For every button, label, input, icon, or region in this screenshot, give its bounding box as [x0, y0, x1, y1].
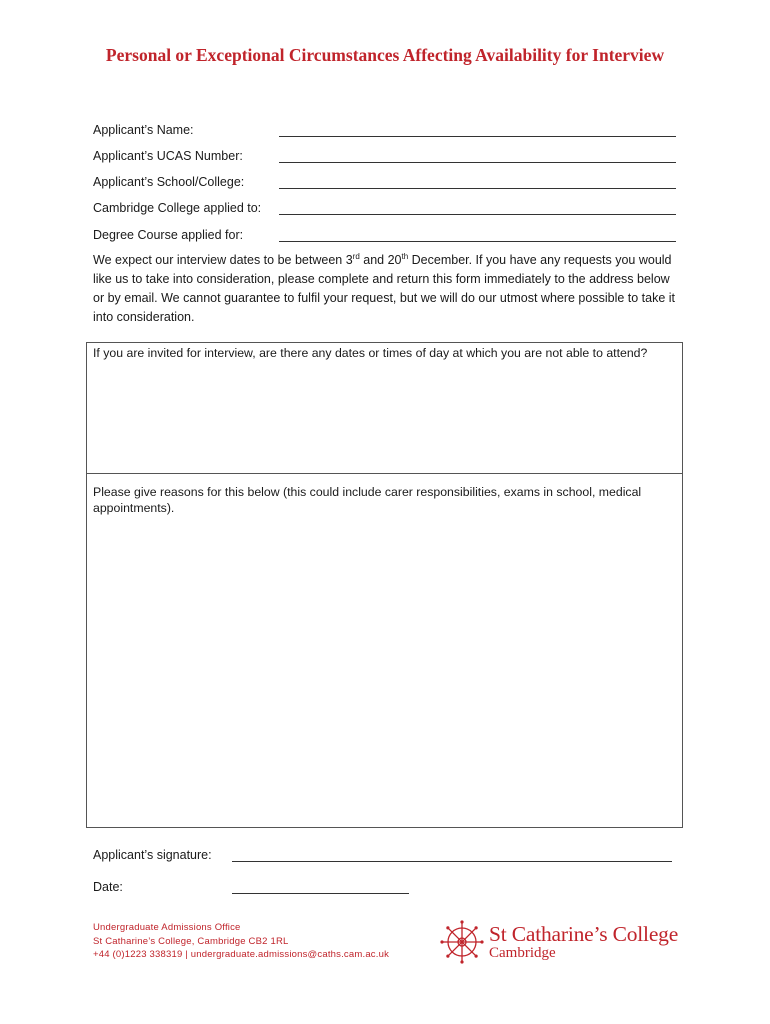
- signature-label: Applicant’s signature:: [93, 848, 212, 862]
- form-title: Personal or Exceptional Circumstances Affecting Availability for Interview: [105, 45, 665, 65]
- reasons-question: Please give reasons for this below (this could include carer responsibilities, exams in school, medical appointments).: [93, 485, 642, 515]
- footer-contact: +44 (0)1223 338319 | undergraduate.admissions@caths.cam.ac.uk: [93, 949, 390, 960]
- field-cambridge-college: [93, 201, 683, 219]
- field-applicant-name: [93, 123, 683, 141]
- applicant-name-input-line[interactable]: [279, 136, 676, 137]
- date-input-line[interactable]: [232, 893, 409, 894]
- field-label: Applicant’s Name:: [93, 123, 194, 137]
- intro-paragraph: [93, 251, 678, 327]
- field-ucas-number: [93, 149, 683, 167]
- field-school-college: [93, 175, 683, 193]
- logo-college-name: St Catharine’s College: [489, 922, 679, 946]
- signature-input-line[interactable]: [232, 861, 672, 862]
- school-college-input-line[interactable]: [279, 188, 676, 189]
- field-label: Applicant’s UCAS Number:: [93, 149, 243, 163]
- intro-text: and 20: [359, 253, 402, 267]
- field-label: Applicant’s School/College:: [93, 175, 245, 189]
- unavailable-dates-box[interactable]: [86, 342, 683, 474]
- footer-address-line: St Catharine’s College, Cambridge CB2 1RL: [93, 935, 289, 947]
- reasons-box[interactable]: [86, 473, 683, 828]
- degree-course-input-line[interactable]: [279, 241, 676, 242]
- field-degree-course: [93, 228, 683, 246]
- date-label: Date:: [93, 880, 123, 894]
- footer-address: [93, 921, 389, 962]
- ucas-number-input-line[interactable]: [279, 162, 676, 163]
- ordinal-suffix: th: [401, 251, 409, 261]
- college-logo: [437, 917, 687, 967]
- field-label: Cambridge College applied to:: [93, 201, 262, 215]
- unavailable-dates-question: If you are invited for interview, are there any dates or times of day at which you are not able to attend?: [93, 346, 648, 360]
- intro-text: December. If you have any requests you would like us to take into consideration, please complete and return this form immediately to the address below or by email. We cannot guarantee to fulfil your request, but we will do our utmost where possible to take it into consideration.: [93, 253, 676, 324]
- logo-city: Cambridge: [489, 945, 556, 961]
- footer-office: Undergraduate Admissions Office: [93, 922, 241, 933]
- date-row: [93, 880, 683, 898]
- intro-text: We expect our interview dates to be between 3: [93, 253, 353, 267]
- catherine-wheel-icon: [439, 919, 485, 965]
- field-label: Degree Course applied for:: [93, 228, 244, 242]
- cambridge-college-input-line[interactable]: [279, 214, 676, 215]
- signature-row: [93, 848, 683, 866]
- ordinal-suffix: rd: [352, 251, 360, 261]
